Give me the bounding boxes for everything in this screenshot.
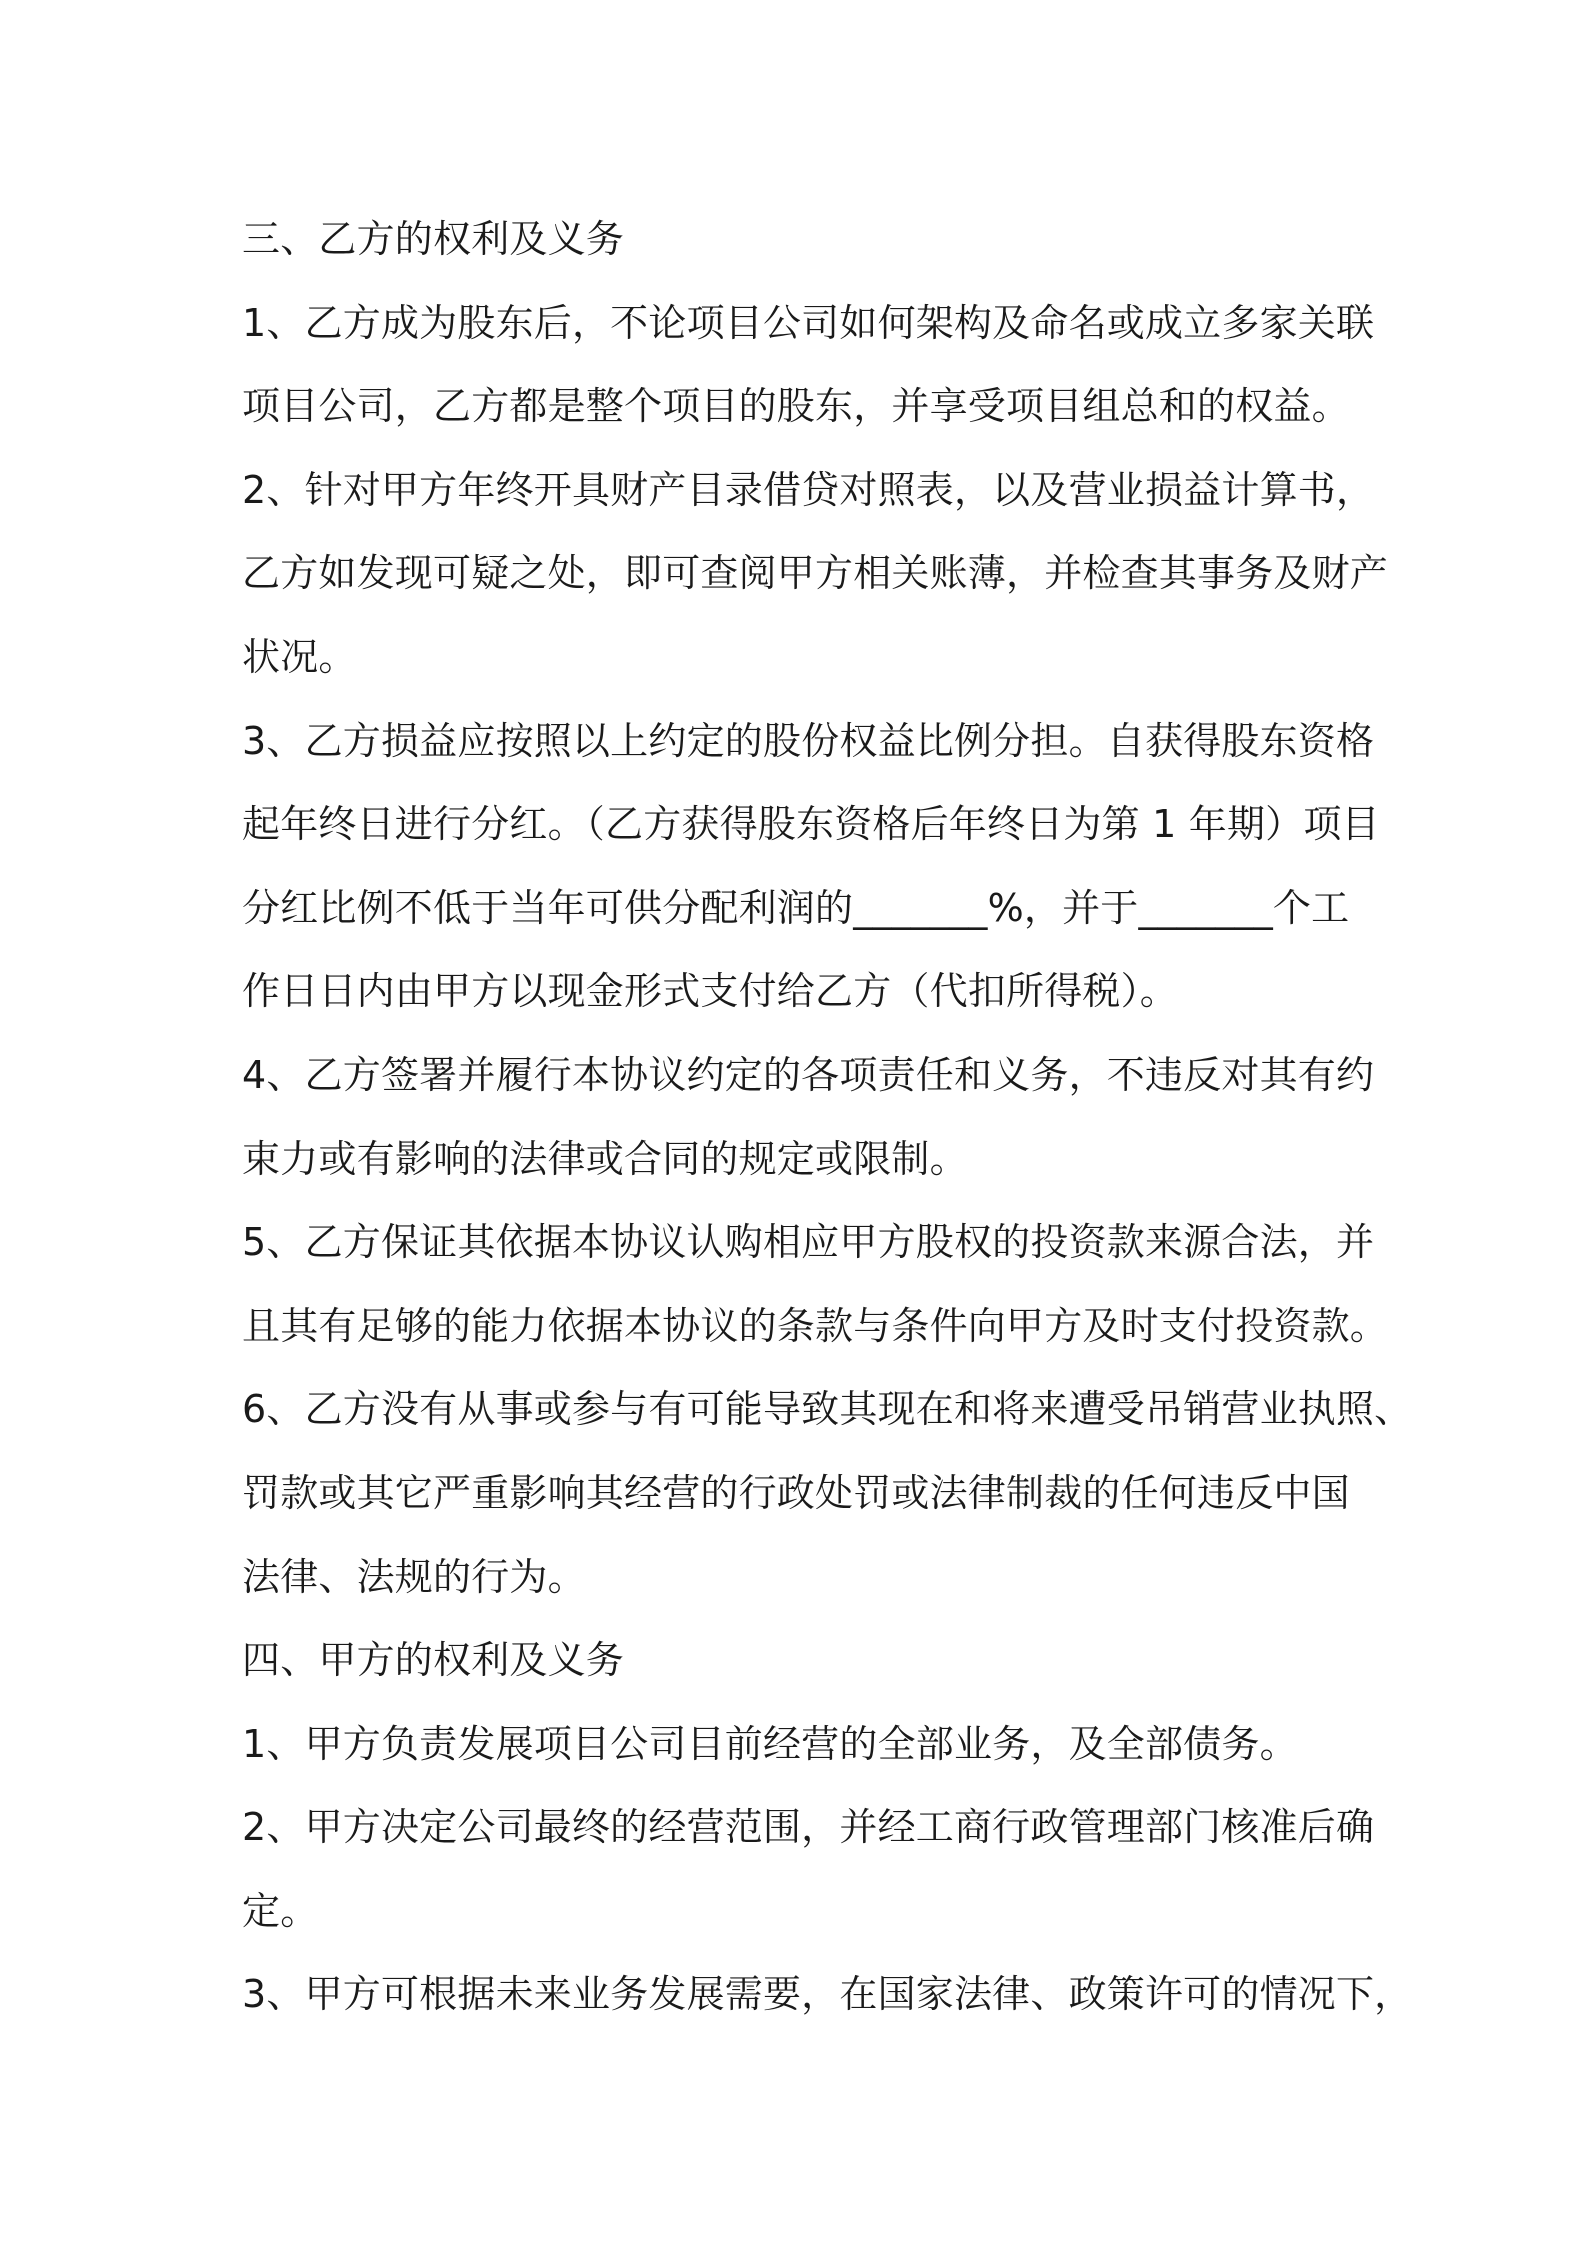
text-line: 6、乙方没有从事或参与有可能导致其现在和将来遭受吊销营业执照、 — [242, 1387, 1413, 1432]
text-line: 乙方如发现可疑之处，即可查阅甲方相关账薄，并检查其事务及财产 — [242, 551, 1389, 596]
text-line: 法律、法规的行为。 — [242, 1554, 586, 1599]
text-line: 3、乙方损益应按照以上约定的股份权益比例分担。自获得股东资格 — [242, 718, 1375, 763]
text-line: 起年终日进行分红。（乙方获得股东资格后年终日为第 1 年期）项目 — [242, 802, 1380, 847]
document-body — [242, 198, 1413, 2037]
text-line: 4、乙方签署并履行本协议约定的各项责任和义务，不违反对其有约 — [242, 1052, 1375, 1097]
text-line: 1、甲方负责发展项目公司目前经营的全部业务，及全部债务。 — [242, 1721, 1298, 1766]
text-line: 定。 — [242, 1888, 319, 1933]
text-line: 且其有足够的能力依据本协议的条款与条件向甲方及时支付投资款。 — [242, 1303, 1389, 1348]
text-line: 罚款或其它严重影响其经营的行政处罚或法律制裁的任何违反中国 — [242, 1470, 1350, 1515]
section-heading-party-b: 三、乙方的权利及义务 — [242, 217, 625, 261]
text-line: 项目公司，乙方都是整个项目的股东，并享受项目组总和的权益。 — [242, 384, 1350, 429]
text-line: 状况。 — [242, 634, 357, 679]
text-line: 分红比例不低于当年可供分配利润的_______%，并于_______个工 — [242, 885, 1350, 930]
text-line: 3、甲方可根据未来业务发展需要，在国家法律、政策许可的情况下， — [242, 1972, 1413, 2017]
text-line: 2、针对甲方年终开具财产目录借贷对照表，以及营业损益计算书， — [242, 467, 1375, 512]
text-line: 5、乙方保证其依据本协议认购相应甲方股权的投资款来源合法，并 — [242, 1220, 1375, 1265]
text-line: 作日日内由甲方以现金形式支付给乙方（代扣所得税）。 — [242, 969, 1179, 1014]
text-line: 2、甲方决定公司最终的经营范围，并经工商行政管理部门核准后确 — [242, 1805, 1375, 1850]
text-line: 束力或有影响的法律或合同的规定或限制。 — [242, 1136, 968, 1181]
text-line: 1、乙方成为股东后，不论项目公司如何架构及命名或成立多家关联 — [242, 300, 1375, 345]
section-heading-party-a: 四、甲方的权利及义务 — [242, 1638, 625, 1683]
